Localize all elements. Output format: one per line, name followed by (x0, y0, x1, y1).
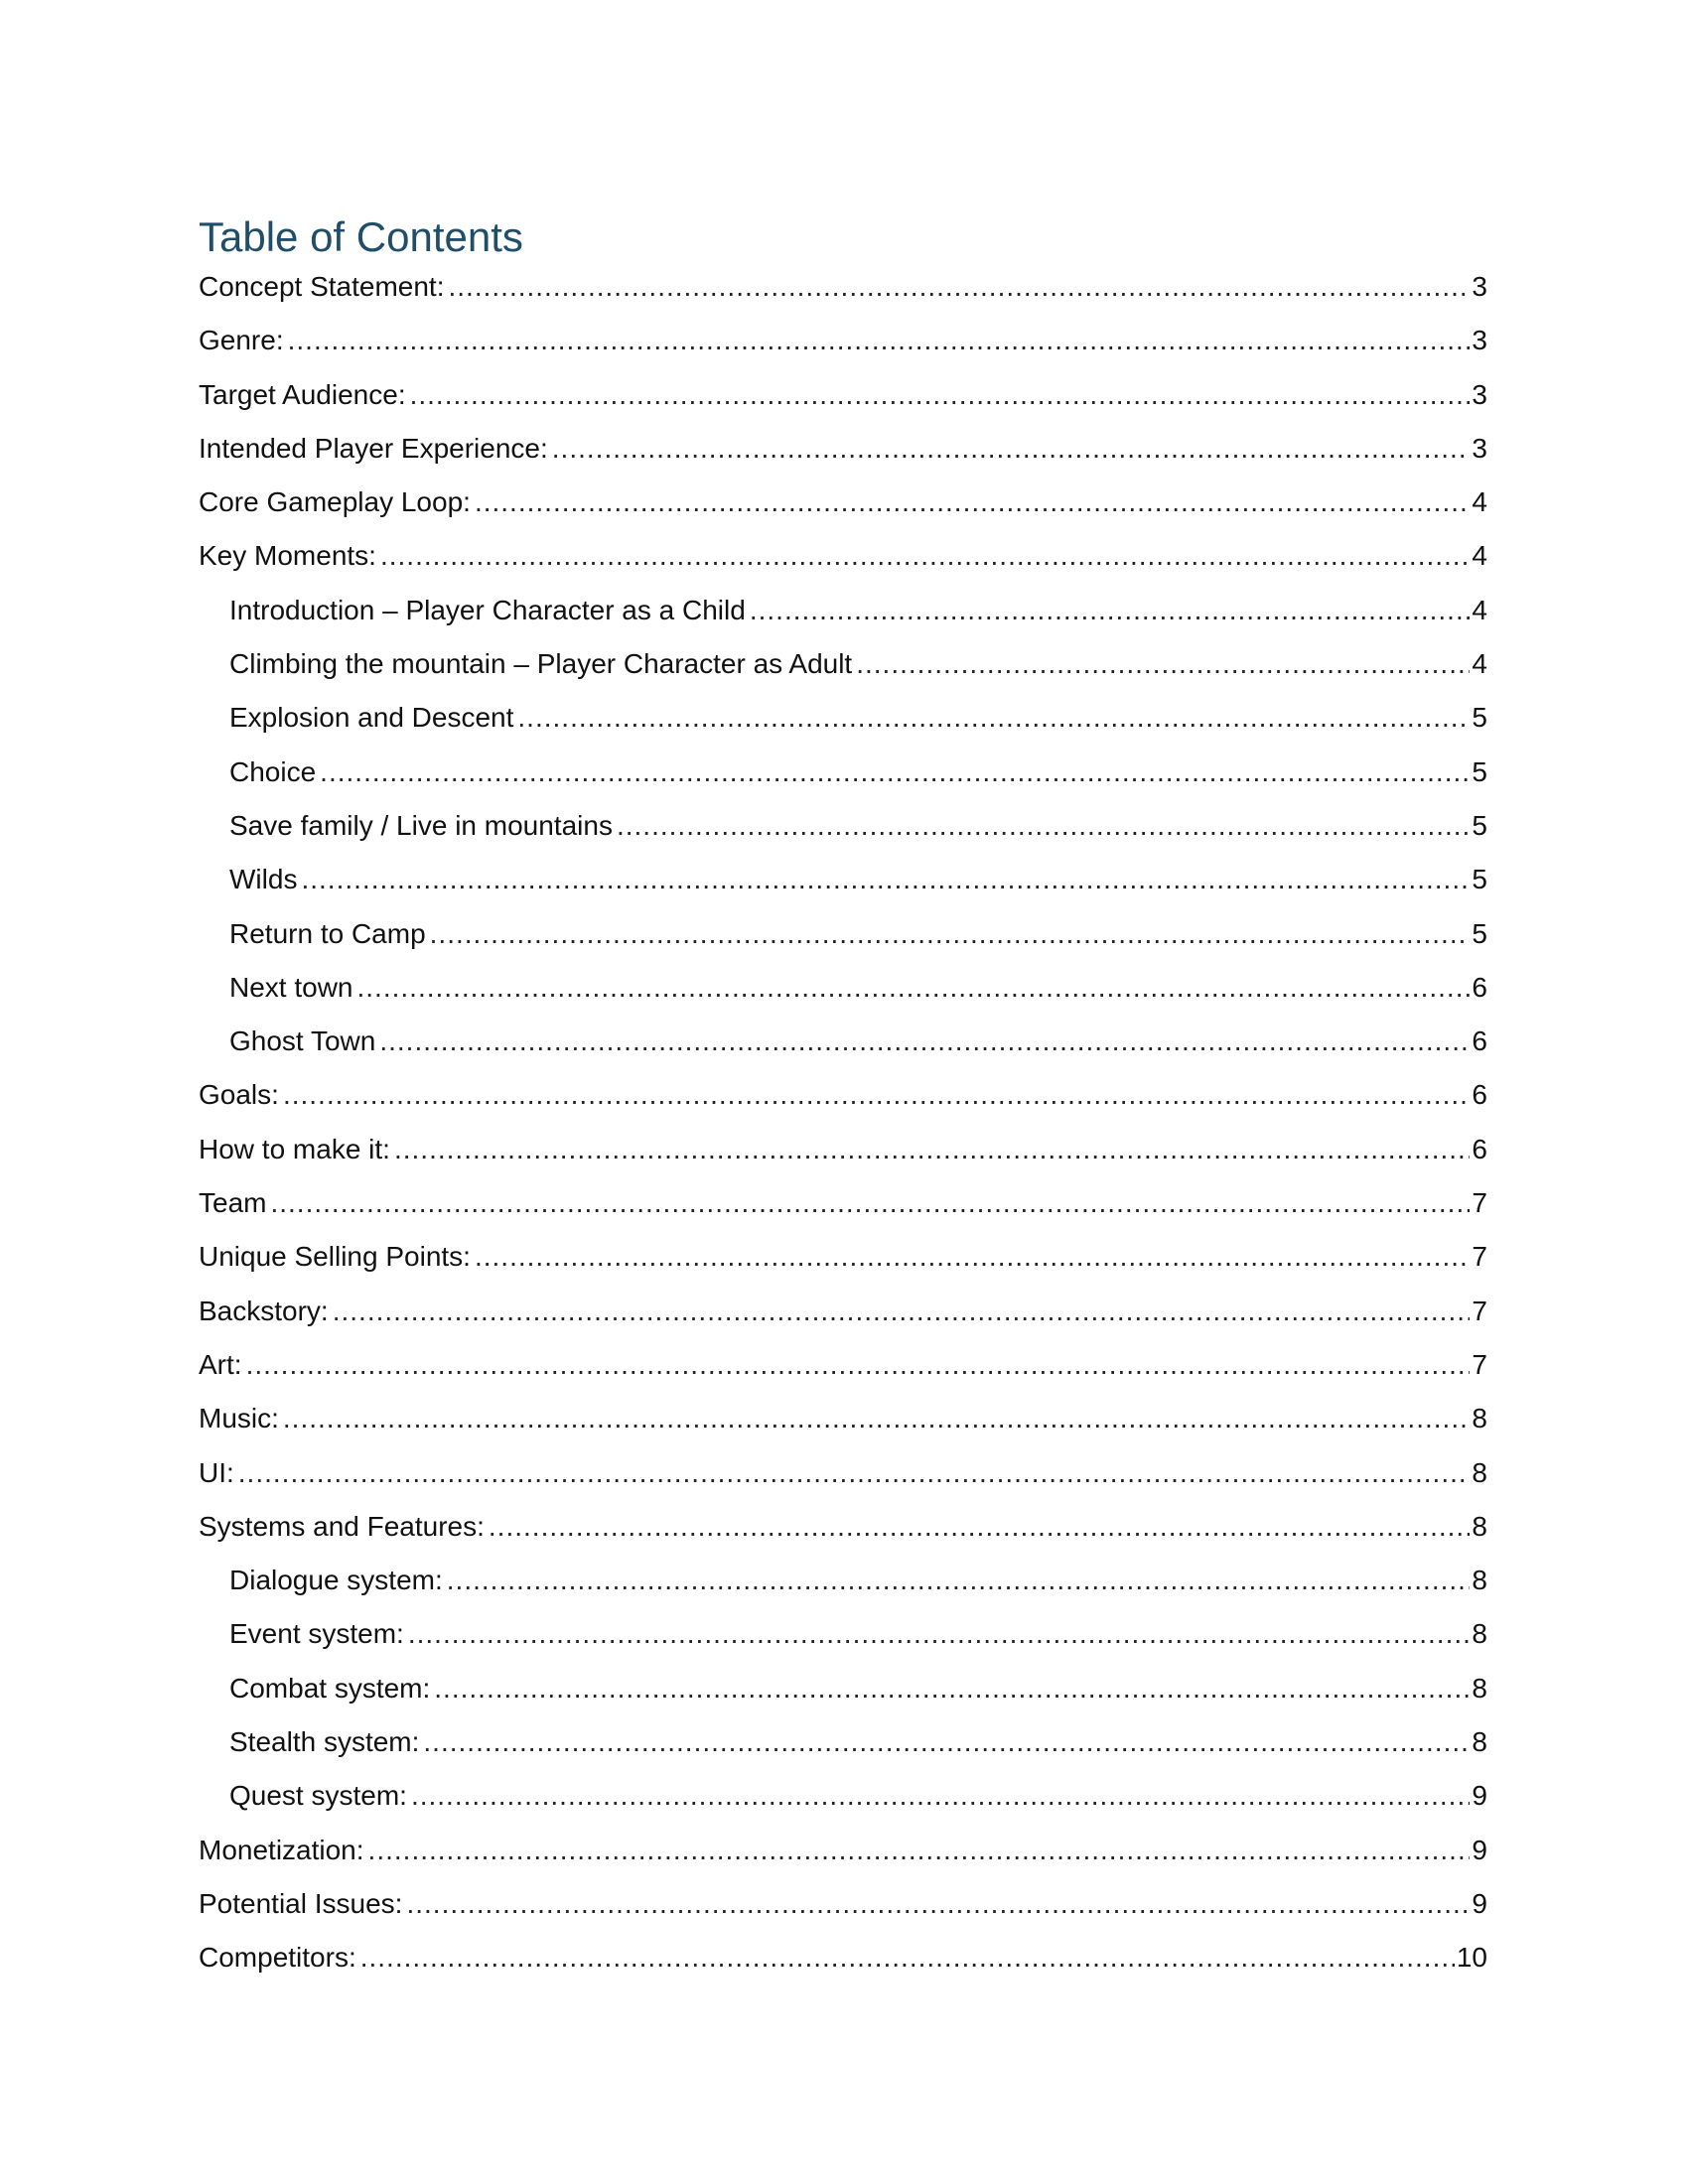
dot-leader (617, 810, 1470, 842)
toc-item (199, 1025, 1487, 1079)
toc-item (199, 1618, 1487, 1672)
dot-leader (333, 1296, 1471, 1327)
toc-item (199, 379, 1487, 433)
toc-entry-label: Potential Issues: (199, 1887, 403, 1919)
toc-entry-label: Climbing the mountain – Player Character as Adult (229, 648, 853, 680)
toc-entry-label: Choice (229, 755, 317, 787)
toc-item (199, 918, 1487, 972)
toc-item (199, 486, 1487, 540)
toc-entry-label: Return to Camp (229, 917, 426, 949)
toc-entry-link[interactable] (199, 1511, 1487, 1565)
toc-item (199, 1511, 1487, 1565)
toc-entry-link[interactable] (199, 1349, 1487, 1403)
toc-entry-link[interactable] (199, 1726, 1487, 1780)
toc-entry-page-number: 7 (1472, 1348, 1487, 1380)
toc-entry-label: Backstory: (199, 1295, 329, 1326)
toc-entry-link[interactable] (199, 1673, 1487, 1726)
toc-entry-page-number: 10 (1456, 1942, 1487, 1974)
toc-entry-page-number: 6 (1472, 1079, 1487, 1111)
toc-entry-label: Unique Selling Points: (199, 1241, 471, 1273)
toc-entry-page-number: 8 (1472, 1726, 1487, 1758)
toc-entry-page-number: 5 (1472, 864, 1487, 895)
toc-entry-link[interactable] (199, 325, 1487, 378)
toc-entry-label: UI: (199, 1456, 234, 1488)
toc-entry-label: Concept Statement: (199, 271, 445, 302)
toc-entry-label: Save family / Live in mountains (229, 809, 613, 841)
toc-entry-page-number: 7 (1472, 1241, 1487, 1273)
toc-entry-link[interactable] (199, 918, 1487, 972)
toc-item (199, 810, 1487, 864)
dot-leader (283, 1079, 1470, 1111)
toc-entry-page-number: 5 (1472, 917, 1487, 949)
toc-entry-label: Next town (229, 971, 353, 1003)
toc-item (199, 1349, 1487, 1403)
toc-entry-page-number: 9 (1472, 1834, 1487, 1865)
dot-leader (411, 1780, 1470, 1812)
toc-entry-page-number: 6 (1472, 1025, 1487, 1057)
toc-item (199, 1565, 1487, 1618)
toc-entry-page-number: 9 (1472, 1780, 1487, 1812)
toc-entry-link[interactable] (199, 972, 1487, 1025)
toc-item (199, 1457, 1487, 1511)
dot-leader (408, 1618, 1471, 1650)
toc-entry-label: Music: (199, 1403, 279, 1434)
toc-entry-link[interactable] (199, 1025, 1487, 1079)
toc-entry-label: Explosion and Descent (229, 702, 514, 734)
toc-entry-link[interactable] (199, 1835, 1487, 1888)
toc-entry-link[interactable] (199, 1403, 1487, 1456)
dot-leader (301, 864, 1470, 895)
dot-leader (394, 1134, 1470, 1165)
toc-entry-label: Ghost Town (229, 1025, 376, 1057)
dot-leader (750, 595, 1471, 626)
toc-entry-page-number: 7 (1472, 1187, 1487, 1219)
toc-entry-page-number: 5 (1472, 755, 1487, 787)
dot-leader (475, 1241, 1470, 1273)
toc-entry-link[interactable] (199, 1618, 1487, 1672)
toc-entry-link[interactable] (199, 1942, 1487, 1995)
toc-entry-page-number: 3 (1472, 378, 1487, 410)
toc-item (199, 1835, 1487, 1888)
toc-entry-label: Quest system: (229, 1780, 407, 1812)
dot-leader (288, 325, 1471, 356)
dot-leader (447, 1565, 1471, 1596)
dot-leader (423, 1726, 1470, 1758)
toc-entry-label: Event system: (229, 1618, 404, 1650)
toc-entry-page-number: 8 (1472, 1565, 1487, 1596)
dot-leader (246, 1349, 1471, 1381)
toc-entry-page-number: 6 (1472, 1133, 1487, 1164)
toc-entry-label: Competitors: (199, 1942, 356, 1974)
toc-entry-link[interactable] (199, 540, 1487, 594)
toc-entry-link[interactable] (199, 1134, 1487, 1187)
toc-entry-page-number: 8 (1472, 1618, 1487, 1650)
toc-item (199, 1726, 1487, 1780)
toc-item (199, 1187, 1487, 1241)
dot-leader (360, 1942, 1455, 1974)
dot-leader (270, 1187, 1470, 1219)
dot-leader (283, 1403, 1471, 1434)
dot-leader (489, 1511, 1471, 1543)
dot-leader (475, 486, 1470, 518)
toc-entry-label: Systems and Features: (199, 1510, 485, 1542)
toc-entry-link[interactable] (199, 702, 1487, 755)
dot-leader (410, 379, 1471, 411)
dot-leader (379, 1025, 1470, 1057)
toc-entry-page-number: 8 (1472, 1456, 1487, 1488)
toc-entry-link[interactable] (199, 379, 1487, 433)
toc-entry-page-number: 3 (1472, 325, 1487, 356)
toc-item (199, 595, 1487, 648)
toc-entry-link[interactable] (199, 864, 1487, 917)
toc-item (199, 756, 1487, 810)
toc-entry-page-number: 8 (1472, 1403, 1487, 1434)
toc-entry-link[interactable] (199, 648, 1487, 702)
dot-leader (238, 1457, 1471, 1489)
dot-leader (856, 648, 1470, 680)
toc-item (199, 325, 1487, 378)
toc-entry-link[interactable] (199, 1780, 1487, 1834)
toc-item (199, 1403, 1487, 1456)
toc-item (199, 1673, 1487, 1726)
toc-item (199, 1079, 1487, 1133)
toc-entry-label: Combat system: (229, 1672, 431, 1704)
toc-entry-page-number: 9 (1472, 1887, 1487, 1919)
dot-leader (430, 918, 1471, 950)
toc-item (199, 1888, 1487, 1942)
toc-entry-page-number: 5 (1472, 702, 1487, 734)
toc-item (199, 1780, 1487, 1834)
toc-entry-page-number: 4 (1472, 540, 1487, 572)
toc-item (199, 1134, 1487, 1187)
toc-entry-link[interactable] (199, 1565, 1487, 1618)
toc-list (199, 271, 1487, 1996)
toc-entry-link[interactable] (199, 595, 1487, 648)
toc-entry-label: Intended Player Experience: (199, 432, 548, 464)
dot-leader (448, 271, 1470, 303)
toc-entry-label: Dialogue system: (229, 1565, 443, 1596)
toc-entry-label: Stealth system: (229, 1726, 420, 1758)
toc-entry-link[interactable] (199, 756, 1487, 810)
toc-entry-label: Wilds (229, 864, 298, 895)
dot-leader (320, 756, 1470, 788)
toc-entry-label: Genre: (199, 325, 284, 356)
toc-entry-link[interactable] (199, 1241, 1487, 1295)
toc-entry-page-number: 8 (1472, 1672, 1487, 1704)
toc-entry-link[interactable] (199, 1457, 1487, 1511)
toc-entry-link[interactable] (199, 1079, 1487, 1133)
dot-leader (380, 540, 1470, 572)
toc-entry-label: How to make it: (199, 1133, 390, 1164)
dot-leader (357, 972, 1471, 1004)
toc-item (199, 1241, 1487, 1295)
toc-entry-label: Key Moments: (199, 540, 376, 572)
toc-entry-label: Monetization: (199, 1834, 364, 1865)
toc-entry-page-number: 4 (1472, 594, 1487, 625)
toc-entry-label: Introduction – Player Character as a Child (229, 594, 746, 625)
toc-entry-page-number: 5 (1472, 809, 1487, 841)
toc-entry-label: Art: (199, 1348, 242, 1380)
toc-entry-label: Target Audience: (199, 378, 406, 410)
toc-item (199, 972, 1487, 1025)
toc-item (199, 271, 1487, 325)
dot-leader (368, 1835, 1471, 1866)
toc-entry-page-number: 7 (1472, 1295, 1487, 1326)
toc-entry-label: Team (199, 1187, 267, 1219)
toc-entry-link[interactable] (199, 1187, 1487, 1241)
toc-entry-label: Core Gameplay Loop: (199, 486, 471, 518)
dot-leader (552, 433, 1471, 465)
document-page (199, 204, 1487, 1996)
toc-entry-link[interactable] (199, 433, 1487, 486)
dot-leader (434, 1673, 1470, 1705)
toc-entry-page-number: 3 (1472, 271, 1487, 302)
toc-entry-link[interactable] (199, 810, 1487, 864)
toc-entry-page-number: 3 (1472, 432, 1487, 464)
dot-leader (517, 702, 1470, 734)
toc-item (199, 540, 1487, 594)
toc-entry-label: Goals: (199, 1079, 279, 1111)
dot-leader (406, 1888, 1470, 1920)
toc-entry-link[interactable] (199, 1888, 1487, 1942)
toc-item (199, 702, 1487, 755)
toc-item (199, 648, 1487, 702)
toc-entry-page-number: 8 (1472, 1510, 1487, 1542)
toc-entry-page-number: 4 (1472, 486, 1487, 518)
toc-entry-link[interactable] (199, 486, 1487, 540)
toc-entry-page-number: 6 (1472, 971, 1487, 1003)
toc-item (199, 1296, 1487, 1349)
toc-item (199, 433, 1487, 486)
toc-title: Table of Contents (199, 213, 523, 260)
toc-item (199, 864, 1487, 917)
toc-item (199, 1942, 1487, 1995)
toc-entry-page-number: 4 (1472, 648, 1487, 680)
toc-entry-link[interactable] (199, 1296, 1487, 1349)
toc-entry-link[interactable] (199, 271, 1487, 325)
